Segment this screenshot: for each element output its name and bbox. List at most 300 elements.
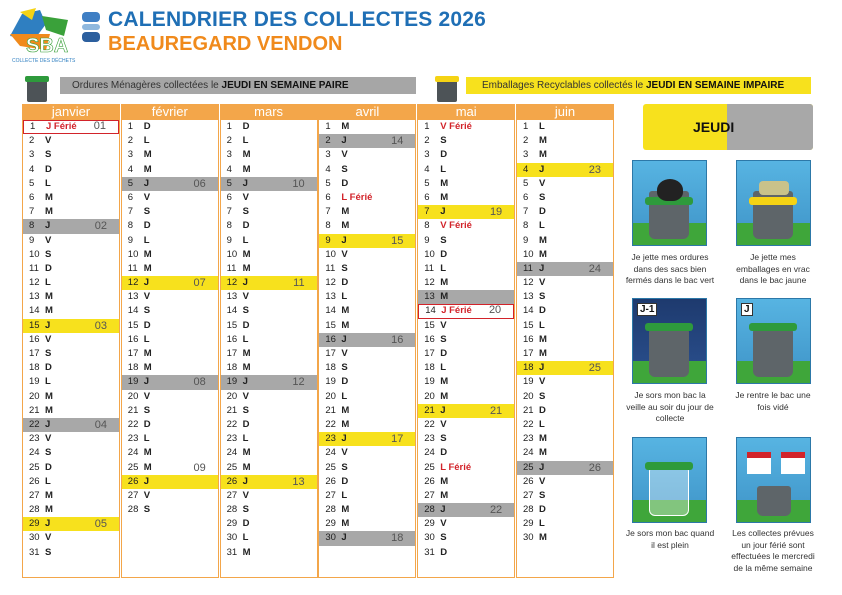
day-row (319, 404, 415, 418)
day-row (23, 418, 119, 432)
day-number: 10 (522, 248, 534, 260)
day-row (418, 475, 514, 489)
day-row (418, 347, 514, 361)
day-row (517, 375, 613, 389)
week-number: 09 (193, 461, 206, 474)
day-row (319, 489, 415, 503)
day-letter: V (45, 532, 52, 544)
day-letter: J (341, 333, 347, 345)
day-row (221, 531, 317, 545)
day-letter: D (440, 546, 448, 558)
day-row (23, 475, 119, 489)
day-row (221, 390, 317, 404)
day-letter: D (143, 418, 151, 430)
day-row (418, 390, 514, 404)
day-row (221, 461, 317, 475)
day-number: 19 (424, 376, 435, 388)
day-number: 3 (325, 149, 331, 161)
day-row (418, 461, 514, 475)
day-number: 24 (522, 447, 534, 459)
day-letter: S (143, 305, 151, 317)
day-number: 12 (325, 277, 336, 289)
day-letter: V (242, 291, 249, 303)
day-number: 8 (127, 220, 134, 232)
day-row (122, 304, 218, 318)
day-number: 17 (127, 348, 139, 359)
day-letter: J (45, 418, 51, 430)
day-row (517, 347, 613, 361)
day-number: 22 (226, 418, 238, 430)
day-row (23, 120, 119, 134)
day-letter: M (242, 262, 251, 274)
day-number: 24 (29, 447, 40, 459)
day-letter: M (143, 447, 152, 459)
day-row (319, 134, 415, 148)
day-row (122, 177, 218, 191)
day-row (23, 191, 119, 205)
day-letter: M (45, 489, 53, 501)
day-letter: S (45, 348, 52, 359)
day-row (517, 134, 613, 148)
day-number: 22 (127, 418, 139, 430)
day-number: 14 (29, 305, 40, 317)
day-number: 8 (424, 220, 430, 232)
day-row (23, 276, 119, 290)
day-number: 18 (424, 362, 435, 374)
day-letter: L (45, 177, 51, 189)
day-number: 26 (29, 475, 40, 487)
day-number: 21 (226, 404, 238, 416)
svg-text:COLLECTE DES DÉCHETS: COLLECTE DES DÉCHETS (12, 58, 76, 64)
day-number: 22 (29, 418, 40, 430)
day-number: 18 (522, 362, 534, 374)
day-number: 30 (325, 532, 336, 544)
day-letter: D (45, 362, 52, 374)
week-number: 13 (292, 475, 305, 488)
day-letter: M (341, 518, 350, 530)
bin-in-icon: J (736, 298, 811, 384)
day-row (122, 191, 218, 205)
week-number: 20 (488, 304, 502, 317)
gray-bin-icon (22, 72, 52, 104)
week-number: 16 (391, 333, 404, 346)
day-number: 16 (325, 333, 336, 345)
day-number: 23 (424, 433, 435, 445)
day-letter: V (45, 333, 52, 345)
day-letter: J Férié (46, 121, 77, 132)
day-letter: D (538, 206, 546, 218)
day-letter: M (45, 191, 53, 203)
day-letter: L (341, 489, 348, 501)
day-letter: S (242, 305, 249, 317)
day-letter: D (242, 518, 250, 530)
day-row (122, 347, 218, 361)
day-letter: V (538, 475, 546, 487)
day-row (23, 319, 119, 333)
day-row (418, 177, 514, 191)
day-number: 20 (29, 390, 40, 402)
day-row (23, 390, 119, 404)
day-number: 3 (127, 149, 134, 161)
day-letter: L (143, 333, 150, 345)
tip-caption-6: Les collectes prévues un jour férié sont effectuées le mercredi de la même semaine (731, 528, 815, 573)
day-letter: S (341, 362, 348, 374)
day-letter: S (440, 532, 447, 544)
day-letter: J (538, 262, 545, 274)
day-number: 1 (226, 121, 232, 132)
day-row (418, 248, 514, 262)
day-number: 31 (226, 546, 238, 558)
day-row (517, 404, 613, 418)
day-number: 11 (29, 262, 39, 274)
day-row (122, 276, 218, 290)
day-letter: L (143, 234, 150, 246)
day-letter: S (440, 333, 447, 345)
day-letter: S (242, 206, 249, 218)
day-row (517, 361, 613, 375)
day-letter: S (242, 404, 249, 416)
week-number: 25 (588, 362, 601, 375)
day-letter: D (242, 418, 250, 430)
day-number: 20 (325, 390, 336, 402)
month-header: avril (319, 104, 415, 120)
day-row (319, 475, 415, 489)
trash-bag-icon (632, 160, 707, 246)
day-row (418, 219, 514, 233)
day-number: 5 (29, 177, 35, 189)
day-number: 9 (325, 234, 331, 246)
day-row (23, 262, 119, 276)
day-letter: D (242, 220, 250, 232)
week-number: 22 (489, 504, 503, 517)
day-number: 27 (29, 489, 40, 501)
day-letter: L (538, 220, 545, 232)
day-letter: D (538, 305, 546, 317)
day-number: 5 (522, 177, 529, 189)
day-letter: M (143, 248, 152, 260)
day-letter: M (538, 532, 547, 544)
day-row (418, 163, 514, 177)
day-number: 6 (127, 191, 134, 203)
day-number: 15 (226, 319, 238, 331)
day-row (221, 418, 317, 432)
day-row (221, 319, 317, 333)
day-letter: J (45, 220, 51, 232)
day-number: 21 (424, 404, 435, 416)
week-number: 07 (193, 277, 206, 290)
day-letter: L (242, 532, 249, 544)
day-letter: M (45, 291, 53, 303)
week-number: 18 (391, 532, 404, 545)
day-letter: L (341, 390, 348, 402)
day-number: 23 (325, 433, 336, 445)
day-letter: M (440, 277, 449, 289)
calendar-icon (736, 437, 811, 523)
day-number: 16 (127, 333, 139, 345)
day-number: 9 (127, 234, 134, 246)
day-letter: S (538, 390, 546, 402)
day-row (517, 191, 613, 205)
day-row (319, 361, 415, 375)
day-row (517, 219, 613, 233)
day-number: 18 (127, 362, 139, 374)
day-number: 4 (127, 163, 134, 175)
day-letter: J (242, 277, 248, 289)
day-number: 25 (522, 461, 534, 473)
day-row (122, 134, 218, 148)
day-number: 5 (127, 177, 134, 189)
day-row (319, 234, 415, 248)
day-number: 5 (325, 177, 331, 189)
day-row (418, 262, 514, 276)
week-number: 17 (391, 433, 404, 446)
day-number: 27 (127, 489, 139, 501)
day-letter: J (143, 277, 150, 289)
day-number: 2 (424, 135, 430, 147)
day-row (122, 234, 218, 248)
day-number: 27 (226, 489, 238, 501)
day-row (418, 290, 514, 304)
day-number: 11 (127, 262, 138, 274)
week-number: 12 (292, 376, 305, 389)
day-row (221, 290, 317, 304)
day-letter: D (440, 447, 448, 459)
day-number: 21 (522, 404, 534, 416)
day-letter: L (45, 277, 51, 289)
day-row (221, 333, 317, 347)
day-row (122, 418, 218, 432)
day-row (221, 404, 317, 418)
day-row (319, 148, 415, 162)
day-number: 5 (424, 177, 430, 189)
day-number: 19 (226, 376, 238, 388)
day-number: 19 (325, 376, 336, 388)
day-row (319, 219, 415, 233)
day-letter: M (45, 404, 53, 416)
day-row (319, 163, 415, 177)
day-number: 8 (522, 220, 529, 232)
day-number: 26 (424, 475, 435, 487)
day-letter: D (341, 177, 349, 189)
day-row (23, 375, 119, 389)
day-row (122, 290, 218, 304)
day-row (319, 262, 415, 276)
day-letter: V Férié (440, 121, 472, 132)
day-number: 14 (325, 305, 336, 317)
day-number: 12 (424, 277, 435, 289)
tip-caption-5: Je sors mon bac quand il est plein (625, 528, 715, 550)
week-number: 19 (489, 206, 503, 219)
day-row (418, 191, 514, 205)
day-letter: V (440, 518, 447, 530)
day-letter: J (538, 461, 545, 473)
day-letter: V (242, 191, 249, 203)
day-number: 9 (29, 234, 35, 246)
week-number: 08 (193, 376, 206, 389)
day-letter: S (45, 248, 52, 260)
day-number: 25 (325, 461, 336, 473)
day-row (221, 304, 317, 318)
day-number: 22 (325, 418, 336, 430)
day-number: 9 (226, 234, 232, 246)
legend-gray: Ordures Ménagères collectées le JEUDI EN SEMAINE PAIRE (60, 77, 416, 94)
day-row (418, 205, 514, 219)
day-number: 8 (226, 220, 232, 232)
day-row (517, 517, 613, 531)
day-letter: D (45, 461, 52, 473)
day-row (517, 276, 613, 290)
day-row (23, 531, 119, 545)
day-row (418, 148, 514, 162)
day-letter: M (538, 433, 547, 445)
day-letter: L Férié (440, 461, 472, 473)
day-letter: M (440, 390, 449, 402)
week-number: 03 (94, 319, 107, 332)
day-row (221, 546, 317, 560)
month-column (318, 104, 416, 578)
day-letter: M (341, 418, 350, 430)
day-letter: J (341, 433, 347, 445)
day-row (517, 290, 613, 304)
bin-out-icon: J-1 (632, 298, 707, 384)
day-letter: M (440, 191, 449, 203)
day-number: 16 (424, 333, 435, 345)
day-row (122, 432, 218, 446)
day-number: 10 (424, 248, 435, 260)
day-number: 4 (29, 163, 35, 175)
day-number: 13 (325, 291, 336, 303)
day-letter: S (538, 489, 546, 501)
day-row (23, 517, 119, 531)
day-number: 21 (29, 404, 40, 416)
tip-caption-1: Je jette mes ordures dans des sacs bien fermés dans le bac vert (625, 252, 715, 285)
day-row (23, 446, 119, 460)
day-letter: M (341, 319, 350, 331)
month-header: mars (221, 104, 317, 120)
day-row (122, 390, 218, 404)
day-number: 14 (522, 305, 534, 317)
week-number: 02 (94, 220, 107, 233)
day-letter: V (143, 291, 151, 303)
day-row (122, 248, 218, 262)
day-number: 26 (226, 475, 238, 487)
day-row (517, 432, 613, 446)
day-number: 18 (29, 362, 40, 374)
day-letter: D (143, 319, 151, 331)
day-number: 21 (127, 404, 139, 416)
day-number: 8 (325, 220, 331, 232)
day-letter: J (440, 504, 446, 516)
day-row (221, 219, 317, 233)
day-row (23, 148, 119, 162)
day-letter: V (143, 489, 151, 501)
day-number: 15 (29, 319, 40, 331)
day-row (319, 276, 415, 290)
day-row (23, 163, 119, 177)
day-number: 20 (127, 390, 139, 402)
week-number: 06 (193, 177, 206, 190)
day-row (23, 234, 119, 248)
day-row (418, 234, 514, 248)
day-number: 6 (522, 191, 529, 203)
day-row (418, 489, 514, 503)
month-header: janvier (23, 104, 119, 120)
day-letter: L (242, 333, 249, 345)
day-letter: M (242, 546, 251, 558)
day-letter: M (538, 348, 547, 359)
day-letter: V (538, 376, 546, 388)
day-row (221, 517, 317, 531)
month-column (417, 104, 515, 578)
month-column (121, 104, 219, 578)
day-row (517, 205, 613, 219)
day-letter: J (440, 404, 446, 416)
day-letter: M (440, 489, 449, 501)
day-letter: M (143, 461, 152, 473)
day-row (122, 404, 218, 418)
day-row (23, 404, 119, 418)
day-number: 7 (325, 206, 331, 218)
day-letter: M (440, 291, 449, 303)
day-letter: M (538, 135, 547, 147)
day-number: 29 (325, 518, 336, 530)
day-number: 13 (522, 291, 534, 303)
day-letter: M (242, 149, 251, 161)
day-number: 19 (127, 376, 139, 388)
day-letter: V (143, 191, 151, 203)
day-number: 10 (29, 248, 40, 260)
tip-caption-3: Je sors mon bac la veille au soir du jour de collecte (626, 390, 714, 423)
day-letter: L (341, 291, 348, 303)
tip-caption-4: Je rentre le bac une fois vidé (735, 390, 811, 412)
day-row (517, 390, 613, 404)
day-number: 15 (424, 319, 435, 331)
day-row (418, 361, 514, 375)
day-row (517, 489, 613, 503)
day-number: 12 (226, 277, 238, 289)
day-letter: M (538, 248, 547, 260)
day-letter: M (242, 163, 251, 175)
day-row (418, 276, 514, 290)
day-number: 15 (325, 319, 336, 331)
tip-caption-2: Je jette mes emballages en vrac dans le bac jaune (736, 252, 810, 285)
day-number: 23 (127, 433, 139, 445)
day-letter: J (341, 532, 347, 544)
day-row (221, 361, 317, 375)
day-row (517, 163, 613, 177)
day-row (221, 503, 317, 517)
day-letter: J (143, 475, 150, 487)
day-letter: M (143, 362, 152, 374)
day-row (221, 205, 317, 219)
day-number: 24 (127, 447, 139, 459)
day-number: 24 (325, 447, 336, 459)
day-number: 22 (424, 418, 435, 430)
day-letter: M (538, 333, 547, 345)
day-letter: D (538, 404, 546, 416)
day-row (319, 347, 415, 361)
day-letter: J (440, 206, 446, 218)
day-letter: D (242, 121, 250, 132)
day-row (517, 248, 613, 262)
day-letter: D (143, 121, 151, 132)
day-row (319, 248, 415, 262)
day-row (517, 177, 613, 191)
day-letter: D (440, 149, 448, 161)
day-number: 19 (522, 376, 534, 388)
day-row (122, 262, 218, 276)
day-row (221, 347, 317, 361)
